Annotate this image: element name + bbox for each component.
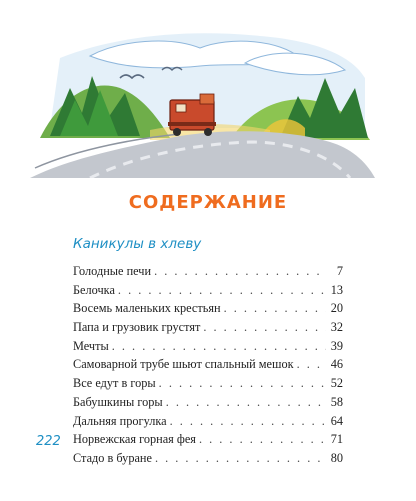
toc-leader-dots — [159, 376, 326, 391]
toc-entry-page: 39 — [330, 338, 343, 353]
toc-leader-dots — [112, 339, 326, 354]
toc-entry-page: 13 — [330, 282, 343, 297]
toc-entry-title: Мечты — [73, 338, 109, 353]
toc-entry-title: Самоварной трубе шьют спальный мешок — [73, 357, 294, 372]
toc-entry-title: Голодные печи — [73, 264, 152, 278]
toc-entry[interactable] — [73, 357, 343, 376]
toc-leader-dots — [154, 264, 326, 279]
toc-entry[interactable] — [73, 451, 343, 470]
toc-entry-title: Норвежская горная фея — [73, 432, 196, 447]
toc-entry-title: Восемь маленьких крестьян — [73, 301, 221, 316]
toc-entry-page: 20 — [330, 301, 343, 316]
toc-leader-dots — [224, 301, 326, 316]
toc-entry-title: Дальняя прогулка — [73, 413, 167, 428]
toc-leader-dots — [118, 283, 326, 298]
toc-entry[interactable] — [73, 432, 343, 451]
toc-entry-page: 32 — [330, 320, 343, 335]
toc-entry-page: 71 — [330, 432, 343, 447]
toc-entry[interactable] — [73, 283, 343, 302]
table-of-contents — [73, 264, 343, 470]
toc-entry[interactable] — [73, 339, 343, 358]
toc-entry[interactable] — [73, 395, 343, 414]
toc-entry-page: 7 — [336, 264, 343, 278]
toc-entry-title: Бабушкины горы — [73, 394, 163, 409]
toc-leader-dots — [155, 451, 326, 466]
toc-entry-title: Стадо в буране — [73, 450, 152, 465]
page-number: 222 — [36, 434, 61, 449]
toc-leader-dots — [199, 432, 326, 447]
truck-icon — [168, 94, 216, 136]
toc-leader-dots — [166, 395, 326, 410]
toc-entry[interactable] — [73, 320, 343, 339]
toc-entry-page: 52 — [330, 376, 343, 391]
toc-entry-title: Папа и грузовик грустят — [73, 320, 201, 335]
toc-entry-title: Все едут в горы — [73, 376, 156, 391]
toc-leader-dots — [203, 320, 326, 335]
section-title: Каникулы в хлеву — [73, 236, 202, 252]
toc-entry-page: 58 — [330, 394, 343, 409]
toc-entry[interactable] — [73, 376, 343, 395]
toc-leader-dots — [297, 357, 326, 372]
toc-entry-page: 80 — [330, 450, 343, 465]
road-truck-illustration — [30, 18, 375, 178]
toc-entry[interactable] — [73, 264, 343, 283]
toc-leader-dots — [170, 414, 326, 429]
toc-entry-title: Белочка — [73, 282, 115, 297]
contents-heading: СОДЕРЖАНИЕ — [128, 192, 288, 213]
toc-entry-page: 46 — [330, 357, 343, 372]
toc-entry[interactable] — [73, 301, 343, 320]
toc-entry-page: 64 — [330, 413, 343, 428]
toc-entry[interactable] — [73, 414, 343, 433]
